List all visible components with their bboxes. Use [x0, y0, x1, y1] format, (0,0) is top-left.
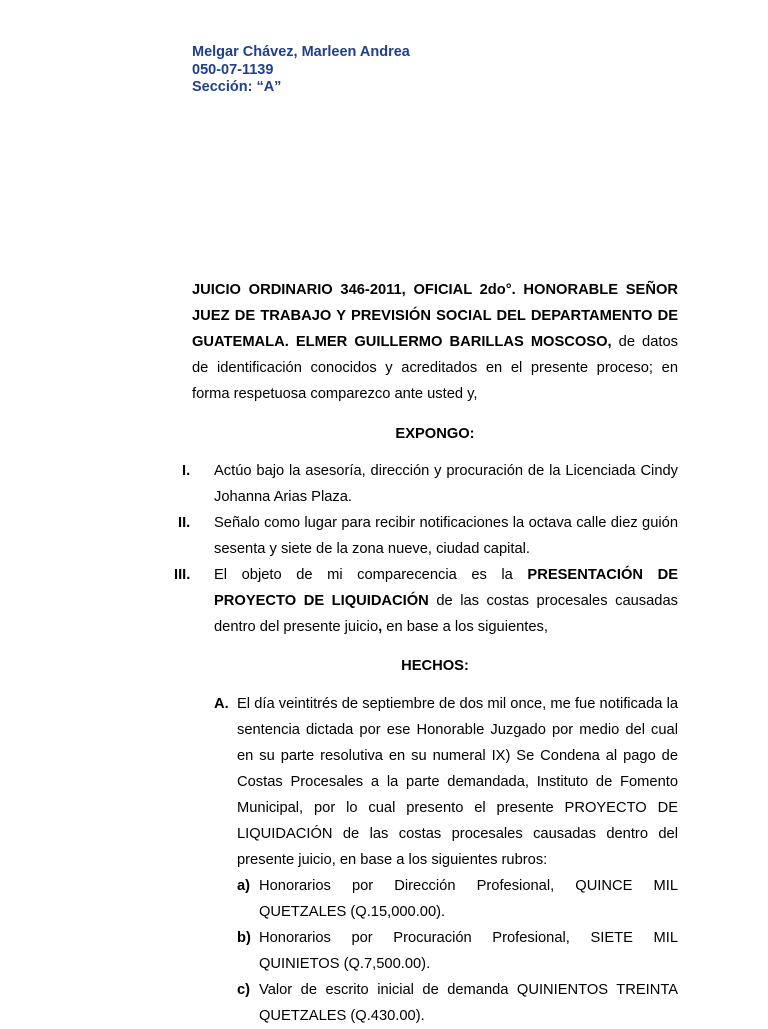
- list-item: [170, 562, 678, 640]
- item-number: I.: [182, 463, 191, 479]
- list-item: [170, 458, 678, 510]
- sub-list-item: [237, 925, 678, 977]
- item-number: III.: [174, 567, 191, 583]
- list-item: [170, 510, 678, 562]
- sub-list-item: [237, 977, 678, 1029]
- item-text: Actúo bajo la asesoría, dirección y procuración de la Licenciada Cindy Johanna Arias Plaza.: [214, 463, 678, 505]
- item-text: Señalo como lugar para recibir notificaciones la octava calle diez guión sesenta y siete de la zona nueve, ciudad capital.: [214, 515, 678, 557]
- intro-paragraph: [192, 277, 678, 407]
- list-item: [214, 691, 678, 1029]
- section-label: Sección: “A”: [192, 79, 282, 95]
- item-text-pre: El objeto de mi comparecencia es la: [214, 567, 528, 583]
- hechos-heading: HECHOS:: [401, 658, 469, 674]
- item-text-end: en base a los siguientes,: [382, 619, 548, 635]
- intro-normal: de datos de identificación conocidos y acreditados en el presente proceso; en forma respetuosa comparezco ante usted y,: [192, 334, 678, 402]
- sub-item-text: Valor de escrito inicial de demanda QUINIENTOS TREINTA QUETZALES (Q.430.00).: [259, 982, 678, 1024]
- hecho-text: El día veintitrés de septiembre de dos mil once, me fue notificada la sentencia dictada por ese Honorable Juzgado por medio del cual en su parte resolutiva en su numeral IX) Se Condena al pago de Costas Procesales a la parte demandada, Instituto de Fomento Municipal, por lo cual presento el presente PROYECTO DE LIQUIDACIÓN de las costas procesales causadas dentro del presente juicio, en base a los siguientes rubros:: [237, 696, 678, 868]
- item-text: [214, 562, 678, 640]
- hecho-letter: A.: [214, 696, 229, 712]
- sub-list-item: [237, 873, 678, 925]
- sub-item-text: Honorarios por Dirección Profesional, QUINCE MIL QUETZALES (Q.15,000.00).: [259, 878, 678, 920]
- item-text-comma: ,: [378, 619, 383, 635]
- expongo-heading: EXPONGO:: [395, 426, 475, 442]
- hecho-content: [237, 691, 678, 1029]
- item-text-post: de las costas procesales causadas dentro del presente juicio: [214, 593, 678, 635]
- sub-item-letter: c): [237, 982, 251, 998]
- expongo-list: [170, 458, 678, 640]
- intro-bold: JUICIO ORDINARIO 346-2011, OFICIAL 2do°. HONORABLE SEÑOR JUEZ DE TRABAJO Y PREVISIÓN SOCIAL DEL DEPARTAMENTO DE GUATEMALA. ELMER GUILLERMO BARILLAS MOSCOSO,: [192, 282, 678, 350]
- item-number: II.: [178, 515, 191, 531]
- author-name: Melgar Chávez, Marleen Andrea: [192, 44, 410, 60]
- sub-item-letter: a): [237, 878, 251, 894]
- hechos-list: [214, 691, 678, 1029]
- item-text-bold: PRESENTACIÓN DE PROYECTO DE LIQUIDACIÓN: [214, 567, 678, 609]
- student-id: 050-07-1139: [192, 61, 274, 78]
- sub-item-letter: b): [237, 930, 251, 946]
- sub-item-text: Honorarios por Procuración Profesional, SIETE MIL QUINIETOS (Q.7,500.00).: [259, 930, 678, 972]
- author-header: [192, 44, 410, 97]
